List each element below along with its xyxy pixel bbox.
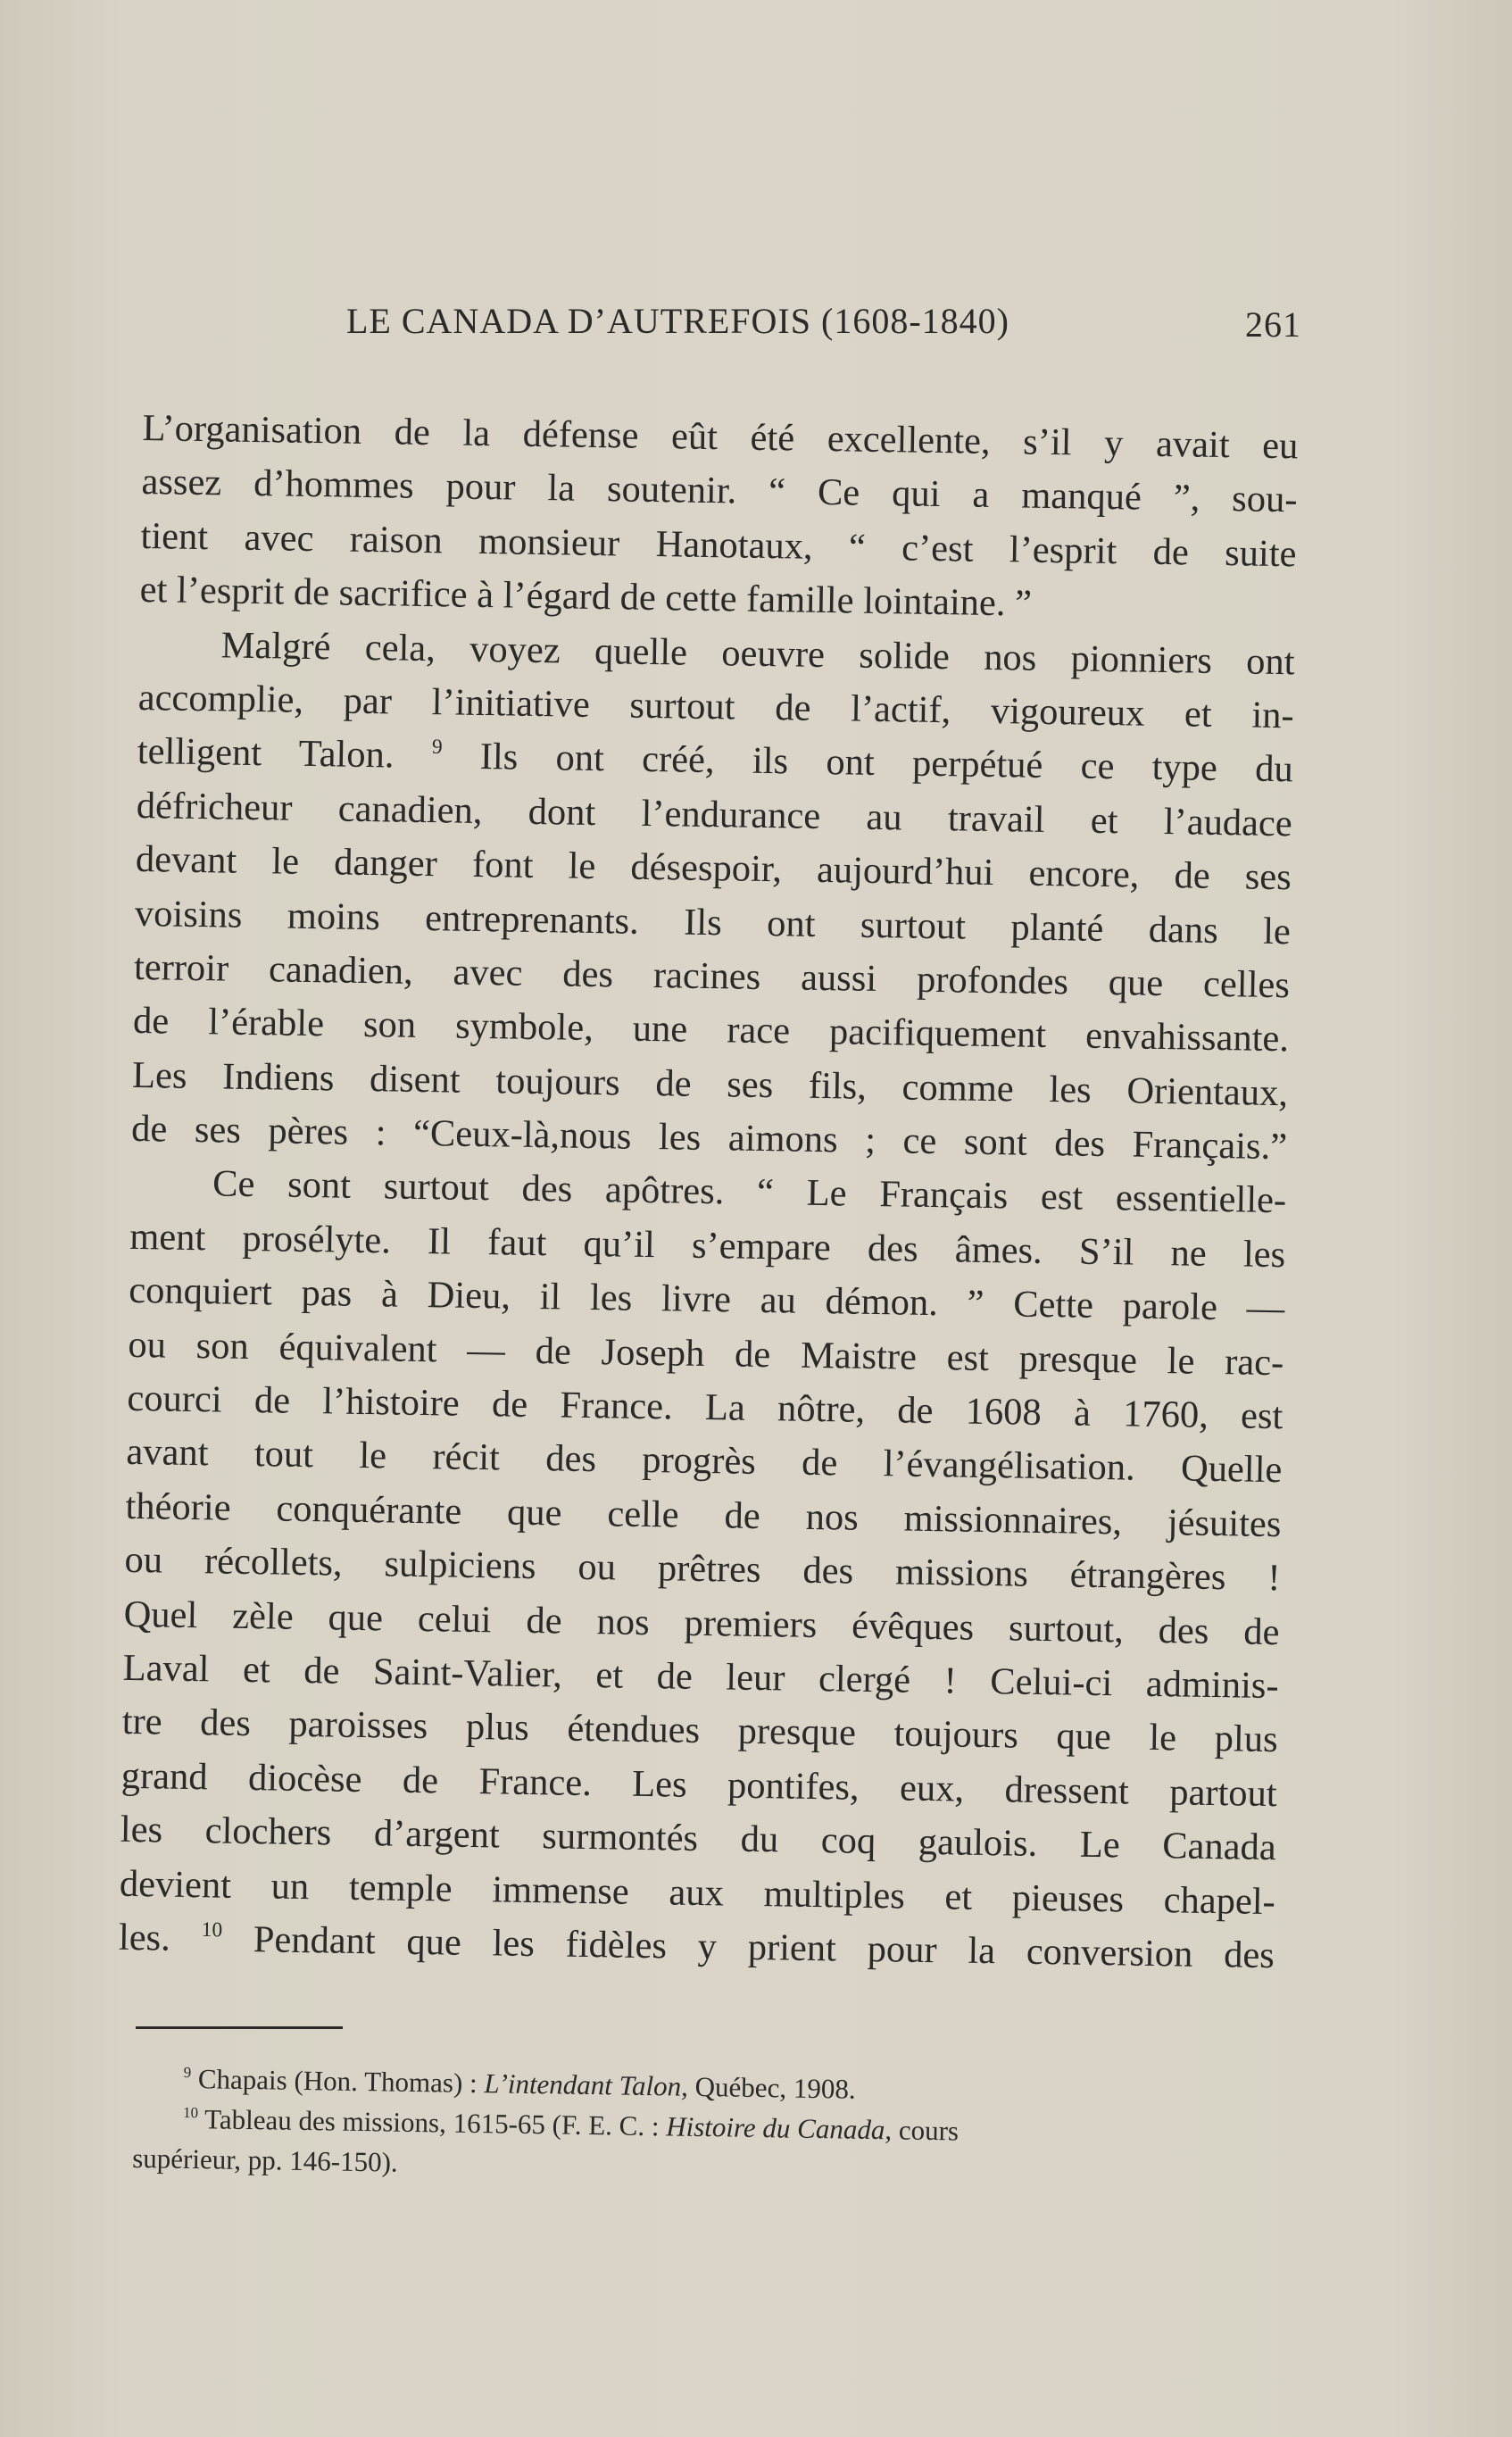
body-text	[118, 402, 1298, 1983]
footnote-ref-9[interactable]: 9	[431, 736, 443, 760]
footnote-rest: cours	[898, 2114, 960, 2147]
text-fragment: Ils ont créé, ils ont perpétué ce type du	[479, 736, 1294, 791]
text-fragment: telligent Talon.	[137, 730, 395, 777]
text-line: Quel zèle que celui de nos premiers évêques surtout, des de	[123, 1593, 1280, 1653]
text-line: défricheur canadien, dont l’endurance au travail et l’audace	[136, 784, 1293, 845]
page-number: 261	[1245, 304, 1301, 345]
text-line: Laval et de Saint-Valier, et de leur clergé ! Celui-ci adminis-	[122, 1646, 1279, 1708]
text-line: courci de l’histoire de France. La nôtre, de 1608 à 1760, est	[127, 1377, 1284, 1438]
text-line: devient un temple immense aux multiples et pieuses chapel-	[119, 1862, 1276, 1923]
footnote-divider	[136, 2026, 343, 2029]
text-line: théorie conquérante que celle de nos missionnaires, jésuites	[125, 1485, 1282, 1545]
footnote-author: Chapais (Hon. Thomas) :	[197, 2063, 478, 2100]
footnote-text: Tableau des missions, 1615-65 (F. E. C. :	[204, 2103, 660, 2142]
text-line: Ce sont surtout des apôtres. “ Le Français est essentielle-	[212, 1162, 1287, 1222]
text-fragment: Pendant que les fidèles y prient pour la conversion des	[253, 1918, 1275, 1977]
text-line: ou récollets, sulpiciens ou prêtres des missions étrangères !	[124, 1539, 1281, 1600]
footnote-title: L’intendant Talon,	[484, 2067, 689, 2102]
text-line: accomplie, par l’initiative surtout de l’actif, vigoureux et in-	[137, 676, 1295, 737]
page-header	[346, 296, 1301, 350]
text-line: Les Indiens disent toujours de ses fils, comme les Orientaux,	[131, 1053, 1289, 1114]
text-line: de ses pères : “Ceux-là,nous les aimons ; ce sont des Français.”	[130, 1107, 1288, 1169]
footnote-ref-10[interactable]: 10	[201, 1917, 223, 1942]
text-line: de l’érable son symbole, une race pacifiquement envahissante.	[132, 1000, 1290, 1060]
text-line: voisins moins entreprenants. Ils ont surtout planté dans le	[134, 892, 1292, 952]
text-line: ou son équivalent — de Joseph de Maistre est presque le rac-	[128, 1323, 1284, 1384]
footnotes	[132, 2058, 1281, 2196]
footnote-title: Histoire du Canada,	[665, 2110, 893, 2146]
text-line: L’organisation de la défense eût été excellente, s’il y avait eu	[142, 406, 1299, 468]
text-line: avant tout le récit des progrès de l’évangélisation. Quelle	[126, 1431, 1283, 1492]
text-line: tient avec raison monsieur Hanotaux, “ c’est l’esprit de suite	[140, 514, 1297, 576]
text-line: devant le danger font le désespoir, aujourd’hui encore, de ses	[135, 838, 1292, 899]
running-title: LE CANADA D’AUTREFOIS (1608-1840)	[346, 301, 1009, 341]
text-line: terroir canadien, avec des racines aussi profondes que celles	[133, 945, 1291, 1007]
text-line: conquiert pas à Dieu, il les livre au démon. ” Cette parole —	[128, 1269, 1285, 1330]
text-line: et l’esprit de sacrifice à l’égard de cette famille lointaine. ”	[139, 569, 1033, 625]
footnote-marker: 9	[183, 2063, 192, 2082]
text-line: ment prosélyte. Il faut qu’il s’empare des âmes. S’il ne les	[129, 1215, 1286, 1277]
text-line: tre des paroisses plus étendues presque toujours que le plus	[121, 1701, 1278, 1761]
footnote-10-continued: supérieur, pp. 146-150).	[131, 2142, 398, 2178]
text-line: les clochers d’argent surmontés du coq gaulois. Le Canada	[120, 1808, 1277, 1869]
footnote-rest: Québec, 1908.	[694, 2070, 856, 2105]
text-fragment: les.	[118, 1916, 171, 1959]
text-line: Malgré cela, voyez quelle oeuvre solide nos pionniers ont	[220, 623, 1295, 683]
text-line: assez d’hommes pour la soutenir. “ Ce qui a manqué ”, sou-	[141, 461, 1298, 521]
text-line: grand diocèse de France. Les pontifes, eux, dressent partout	[120, 1754, 1278, 1815]
footnote-marker: 10	[182, 2103, 199, 2122]
